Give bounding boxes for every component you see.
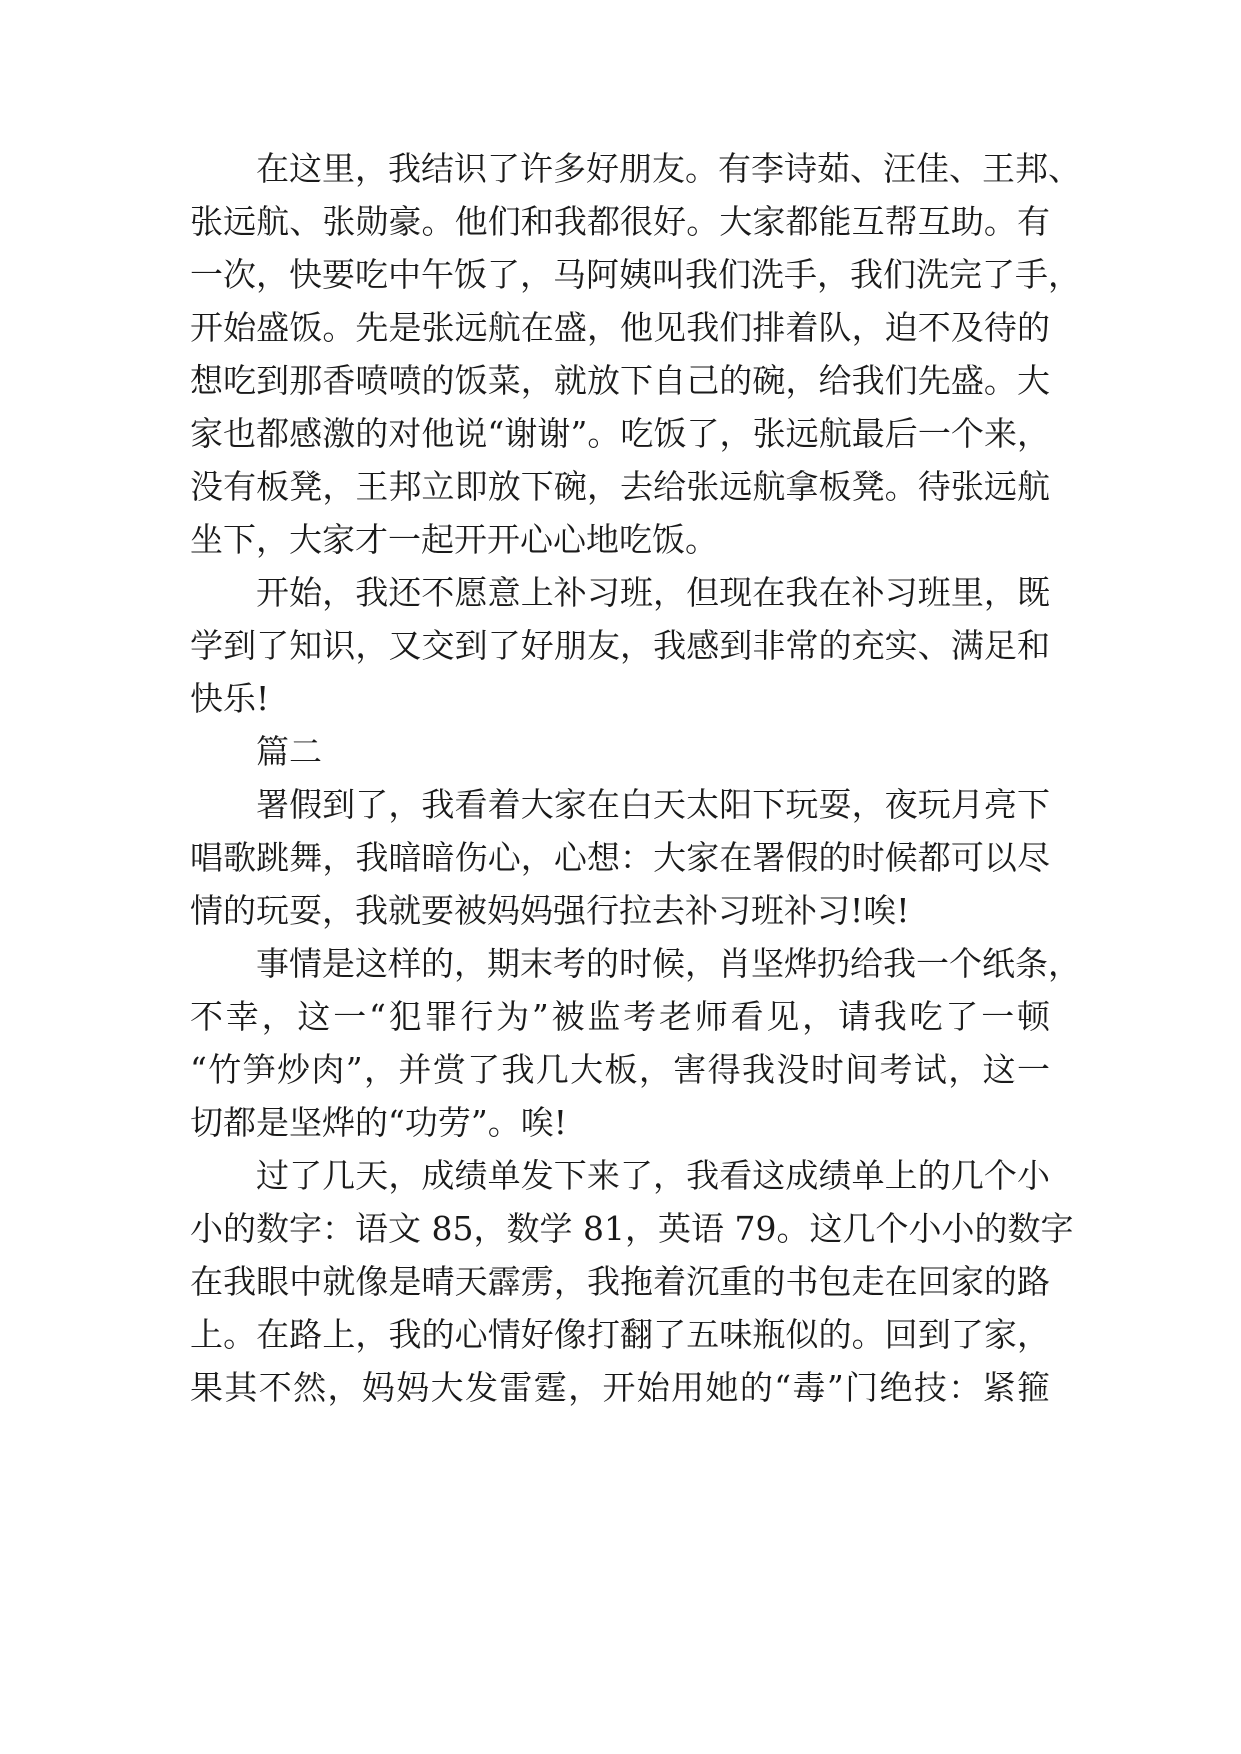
text-line: 在我眼中就像是晴天霹雳，我拖着沉重的书包走在回家的路 [190,1262,1050,1301]
text-line: 不幸，这一“犯罪行为”被监考老师看见，请我吃了一顿 [190,997,1050,1036]
text-line: 学到了知识，又交到了好朋友，我感到非常的充实、满足和 [190,626,1050,665]
text-line: 开始盛饭。先是张远航在盛，他见我们排着队，迫不及待的 [190,308,1050,347]
text-line: 唱歌跳舞，我暗暗伤心，心想：大家在署假的时候都可以尽 [190,838,1050,877]
text-line: 果其不然，妈妈大发雷霆，开始用她的“毒”门绝技：紧箍 [190,1368,1050,1407]
text-line: 过了几天，成绩单发下来了，我看这成绩单上的几个小 [256,1156,1050,1195]
text-line: 想吃到那香喷喷的饭菜，就放下自己的碗，给我们先盛。大 [190,361,1050,400]
text-line: 上。在路上，我的心情好像打翻了五味瓶似的。回到了家， [190,1315,1050,1354]
text-line: 开始，我还不愿意上补习班，但现在我在补习班里，既 [256,573,1050,612]
text-line: 坐下，大家才一起开开心心地吃饭。 [190,520,718,559]
section-heading: 篇二 [256,732,322,771]
text-line: 小的数字：语文 85，数学 81，英语 79。这几个小小的数字 [190,1209,1074,1248]
text-line: 情的玩耍，我就要被妈妈强行拉去补习班补习!唉! [190,891,910,930]
text-line: 没有板凳，王邦立即放下碗，去给张远航拿板凳。待张远航 [190,467,1050,506]
text-line: 快乐! [190,679,270,718]
text-line: 家也都感激的对他说“谢谢”。吃饭了，张远航最后一个来， [190,414,1050,453]
text-line: 张远航、张勋豪。他们和我都很好。大家都能互帮互助。有 [190,202,1050,241]
text-line: 署假到了，我看着大家在白天太阳下玩耍，夜玩月亮下 [256,785,1050,824]
text-line: 切都是坚烨的“功劳”。唉! [190,1103,568,1142]
text-line: 事情是这样的，期末考的时候，肖坚烨扔给我一个纸条， [256,944,1081,983]
text-line: 一次，快要吃中午饭了，马阿姨叫我们洗手，我们洗完了手， [190,255,1081,294]
text-line: “竹笋炒肉”，并赏了我几大板，害得我没时间考试，这一 [190,1050,1050,1089]
text-line: 在这里，我结识了许多好朋友。有李诗茹、汪佳、王邦、 [256,149,1081,188]
